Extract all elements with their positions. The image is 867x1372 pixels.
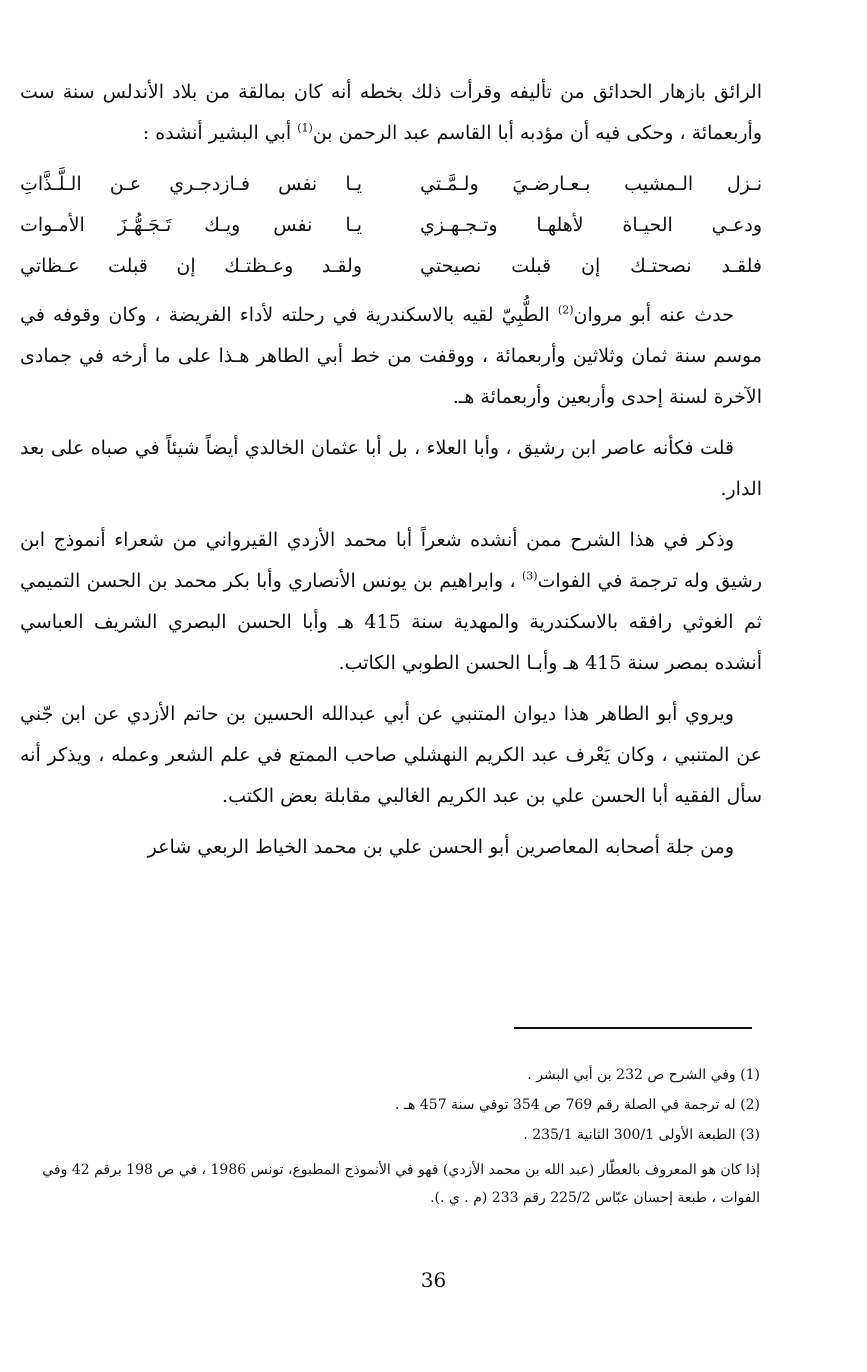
paragraph-text: وذكر في هذا الشرح ممن أنشده شعراً أبا محمد الأزدي القيرواني من شعراء أنموذج ابن رشيق وله ترجمة في الفوات — [20, 529, 762, 592]
footnotes — [24, 1060, 760, 1212]
paragraph-text: أبي البشير أنشده : — [142, 122, 298, 144]
paragraph-4 — [20, 520, 762, 684]
paragraph-2 — [20, 295, 762, 418]
paragraph-3: قلت فكأنه عاصر ابن رشيق ، وأبا العلاء ، بل أبا عثمان الخالدي أيضاً شيئاً في صباه على بعد الدار. — [20, 437, 762, 500]
footnote-2: (2) له ترجمة في الصلة رقم 769 ص 354 توفي سنة 457 هـ . — [395, 1097, 760, 1113]
verse-line — [20, 164, 762, 205]
footnote-3: (3) الطبعة الأولى 300/1 الثانية 235/1 . — [523, 1127, 760, 1143]
poem — [20, 164, 762, 287]
verse-first-hemistich: نـزل الـمشيب بـعـارضـيَ ولـمَّـتي — [420, 173, 762, 195]
paragraph-text: الرائق بازهار الحدائق من تأليفه وقرأت ذلك بخطه أنه كان بمالقة من بلاد الأندلس سنة ست وأربعمائة ، وحكى فيه أن مؤدبه أبا القاسم عبد الرحمن بن — [20, 81, 762, 144]
verse-first-hemistich: فلقـد نصحتـك إن قبلت نصيحتي — [420, 255, 762, 277]
verse-first-hemistich: ودعـي الحيـاة لأهلهـا وتـجـهـزي — [420, 214, 762, 236]
verse-line — [20, 205, 762, 246]
page-number: 36 — [420, 1268, 447, 1292]
paragraph-5: ويروي أبو الطاهر هذا ديوان المتنبي عن أبي عبدالله الحسين بن حاتم الأزدي عن ابن جّني عن المتنبي ، وكان يَعْرف عبد الكريم النهشلي صاحب الممتع في علم الشعر وعمله ، ويذكر أنه سأل الفقيه أبا الحسن علي بن عبد الكريم الغالبي مقابلة بعض الكتب. — [20, 703, 762, 807]
paragraph-6: ومن جلة أصحابه المعاصرين أبو الحسن علي بن محمد الخياط الربعي شاعر — [147, 836, 734, 858]
verse-second-hemistich: يـا نفس فـازدجـري عـن الـلَّـذَّاتِ — [20, 173, 362, 195]
footnote-separator — [514, 1027, 752, 1029]
footnote-3-continuation: إذا كان هو المعروف بالعطّار (عبد الله بن محمد الأزدي) فهو في الأنموذج المطبوع، تونس 1986 ، في ص 198 برقم 42 وفي الفوات ، طبعة إحسان عبّاس 225/2 رقم 233 (م . ي .). — [42, 1162, 760, 1206]
verse-second-hemistich: ولقـد وعـظتـك إن قبلت عـظاتي — [20, 255, 362, 277]
footnote-ref: (1) — [297, 121, 313, 135]
footnote-ref: (2) — [557, 303, 574, 317]
main-text — [20, 72, 762, 878]
paragraph-1 — [20, 72, 762, 154]
paragraph-text: الطُّبِيّ لقيه بالاسكندرية في رحلته لأداء الفريضة ، وكان وقوفه في موسم سنة ثمان وثلاثين وأربعمائة ، ووقفت من خط أبي الطاهر هـذا على ما أرخه في جمادى الآخرة لسنة إحدى وأربعين وأربعمائة هـ. — [20, 304, 762, 408]
paragraph-text: حدث عنه أبو مروان — [573, 304, 734, 326]
paragraph-text: ، وابراهيم بن يونس الأنصاري وأبا بكر محمد بن الحسن التميمي ثم الغوثي رافقه بالاسكندرية والمهدية سنة 415 هـ وأبا الحسن البصري الشريف العباسي أنشده بمصر سنة 415 هـ وأبـا الحسن الطوبي الكاتب. — [20, 570, 763, 674]
verse-line — [20, 246, 762, 287]
footnote-1: (1) وفي الشرح ص 232 بن أبي البشر . — [527, 1067, 760, 1083]
verse-second-hemistich: يـا نفس ويـك تَـجَـهُّـزَ الأمـوات — [20, 214, 362, 236]
footnote-ref: (3) — [521, 569, 538, 583]
